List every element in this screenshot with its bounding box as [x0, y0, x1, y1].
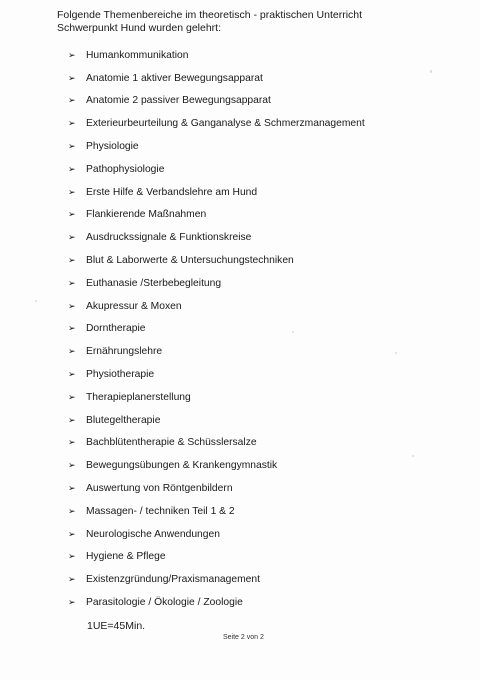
arrowhead-right-icon: ➢: [68, 369, 76, 380]
arrowhead-right-icon: ➢: [68, 437, 76, 448]
list-item: [68, 67, 365, 90]
intro-text: [57, 9, 457, 35]
list-item-label: Anatomie 2 passiver Bewegungsapparat: [86, 95, 271, 107]
list-item-label: Exterieurbeurteilung & Ganganalyse & Schmerzmanagement: [86, 118, 365, 130]
list-item-label: Ausdruckssignale & Funktionskreise: [86, 232, 252, 244]
arrowhead-right-icon: ➢: [68, 186, 76, 197]
list-item: [68, 272, 365, 295]
list-item-label: Physiotherapie: [86, 369, 155, 381]
list-item-label: Pathophysiologie: [86, 163, 165, 175]
list-item: [68, 135, 365, 158]
arrowhead-right-icon: ➢: [68, 255, 76, 266]
list-item: [68, 477, 365, 500]
list-item: [68, 295, 365, 318]
arrowhead-right-icon: ➢: [68, 391, 76, 402]
list-item: [68, 591, 365, 614]
list-item: [68, 568, 365, 591]
list-item-label: Humankommunikation: [86, 49, 189, 61]
list-item: [68, 318, 365, 341]
list-item: [68, 340, 365, 363]
list-item-label: Anatomie 1 aktiver Bewegungsapparat: [86, 72, 263, 84]
list-item-label: Akupressur & Moxen: [86, 300, 182, 312]
arrowhead-right-icon: ➢: [68, 597, 76, 608]
page-number: Seite 2 von 2: [223, 634, 264, 641]
list-item: [68, 409, 365, 432]
list-item: [68, 249, 365, 272]
arrowhead-right-icon: ➢: [68, 72, 76, 83]
list-item: [68, 546, 365, 569]
list-item: [68, 363, 365, 386]
arrowhead-right-icon: ➢: [68, 232, 76, 243]
arrowhead-right-icon: ➢: [68, 49, 76, 60]
list-item: [68, 523, 365, 546]
topic-list: [68, 44, 365, 614]
list-item: [68, 90, 365, 113]
list-item-label: Erste Hilfe & Verbandslehre am Hund: [86, 186, 258, 198]
arrowhead-right-icon: ➢: [68, 551, 76, 562]
arrowhead-right-icon: ➢: [68, 209, 76, 220]
list-item-label: Blutegeltherapie: [86, 414, 161, 426]
list-item-label: Flankierende Maßnahmen: [86, 209, 207, 221]
arrowhead-right-icon: ➢: [68, 483, 76, 494]
arrowhead-right-icon: ➢: [68, 460, 76, 471]
arrowhead-right-icon: ➢: [68, 118, 76, 129]
list-item-label: Euthanasie /Sterbebegleitung: [86, 277, 222, 289]
list-item-label: Hygiene & Pflege: [86, 551, 166, 563]
arrowhead-right-icon: ➢: [68, 528, 76, 539]
list-item: [68, 44, 365, 67]
list-item-label: Bewegungsübungen & Krankengymnastik: [86, 460, 278, 472]
list-item: [68, 432, 365, 455]
footnote: 1UE=45Min.: [87, 620, 146, 632]
list-item-label: Massagen- / techniken Teil 1 & 2: [86, 505, 235, 517]
list-item-label: Neurologische Anwendungen: [86, 528, 220, 540]
arrowhead-right-icon: ➢: [68, 323, 76, 334]
list-item-label: Ernährungslehre: [86, 346, 163, 358]
arrowhead-right-icon: ➢: [68, 95, 76, 106]
arrowhead-right-icon: ➢: [68, 141, 76, 152]
arrowhead-right-icon: ➢: [68, 505, 76, 516]
arrowhead-right-icon: ➢: [68, 346, 76, 357]
arrowhead-right-icon: ➢: [68, 414, 76, 425]
intro-line-1: Folgende Themenbereiche im theoretisch - praktischen Unterricht: [57, 9, 363, 21]
list-item: [68, 181, 365, 204]
list-item: [68, 204, 365, 227]
list-item: [68, 454, 365, 477]
list-item: [68, 226, 365, 249]
list-item: [68, 500, 365, 523]
list-item-label: Dorntherapie: [86, 323, 146, 335]
list-item-label: Existenzgründung/Praxismanagement: [86, 574, 261, 586]
list-item: [68, 112, 365, 135]
list-item: [68, 158, 365, 181]
list-item-label: Physiologie: [86, 141, 139, 153]
intro-line-2: Schwerpunkt Hund wurden gelehrt:: [57, 22, 222, 34]
list-item-label: Auswertung von Röntgenbildern: [86, 483, 233, 495]
list-item: [68, 386, 365, 409]
list-item-label: Therapieplanerstellung: [86, 391, 191, 403]
list-item-label: Parasitologie / Ökologie / Zoologie: [86, 597, 243, 609]
list-item-label: Bachblütentherapie & Schüsslersalze: [86, 437, 257, 449]
arrowhead-right-icon: ➢: [68, 163, 76, 174]
arrowhead-right-icon: ➢: [68, 574, 76, 585]
arrowhead-right-icon: ➢: [68, 277, 76, 288]
list-item-label: Blut & Laborwerte & Untersuchungstechniken: [86, 255, 294, 267]
arrowhead-right-icon: ➢: [68, 300, 76, 311]
